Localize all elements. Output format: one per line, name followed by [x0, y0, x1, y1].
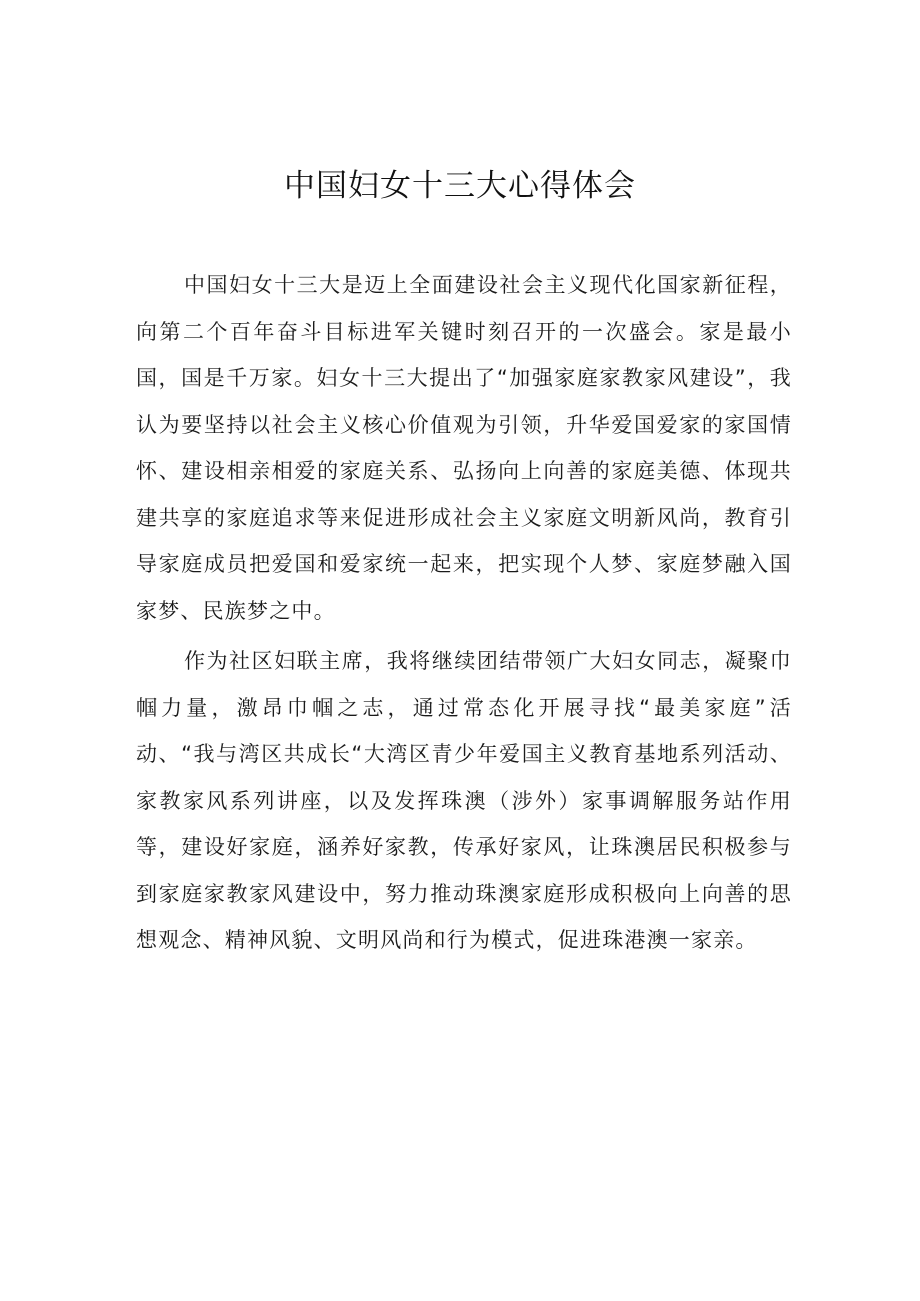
document-title: 中国妇女十三大心得体会: [284, 168, 636, 204]
paragraph-1: 中国妇女十三大是迈上全面建设社会主义现代化国家新征程，向第二个百年奋斗目标进军关键时刻召开的一次盛会。家是最小国，国是千万家。妇女十三大提出了“加强家庭家教家风建设”，我认为要坚持以社会主义核心价值观为引领，升华爱国爱家的家国情怀、建设相亲相爱的家庭关系、弘扬向上向善的家庭美德、体现共建共享的家庭追求等来促进形成社会主义家庭文明新风尚，教育引导家庭成员把爱国和爱家统一起来，把实现个人梦、家庭梦融入国家梦、民族梦之中。: [136, 273, 792, 623]
document-body: [136, 262, 792, 964]
paragraph-2: 作为社区妇联主席，我将继续团结带领广大妇女同志，凝聚巾帼力量，激昂巾帼之志，通过常态化开展寻找“最美家庭”活动、“我与湾区共成长“大湾区青少年爱国主义教育基地系列活动、家教家风系列讲座，以及发挥珠澳（涉外）家事调解服务站作用等，建设好家庭，涵养好家教，传承好家风，让珠澳居民积极参与到家庭家教家风建设中，努力推动珠澳家庭形成积极向上向善的思想观念、精神风貌、文明风尚和行为模式，促进珠港澳一家亲。: [136, 649, 792, 952]
